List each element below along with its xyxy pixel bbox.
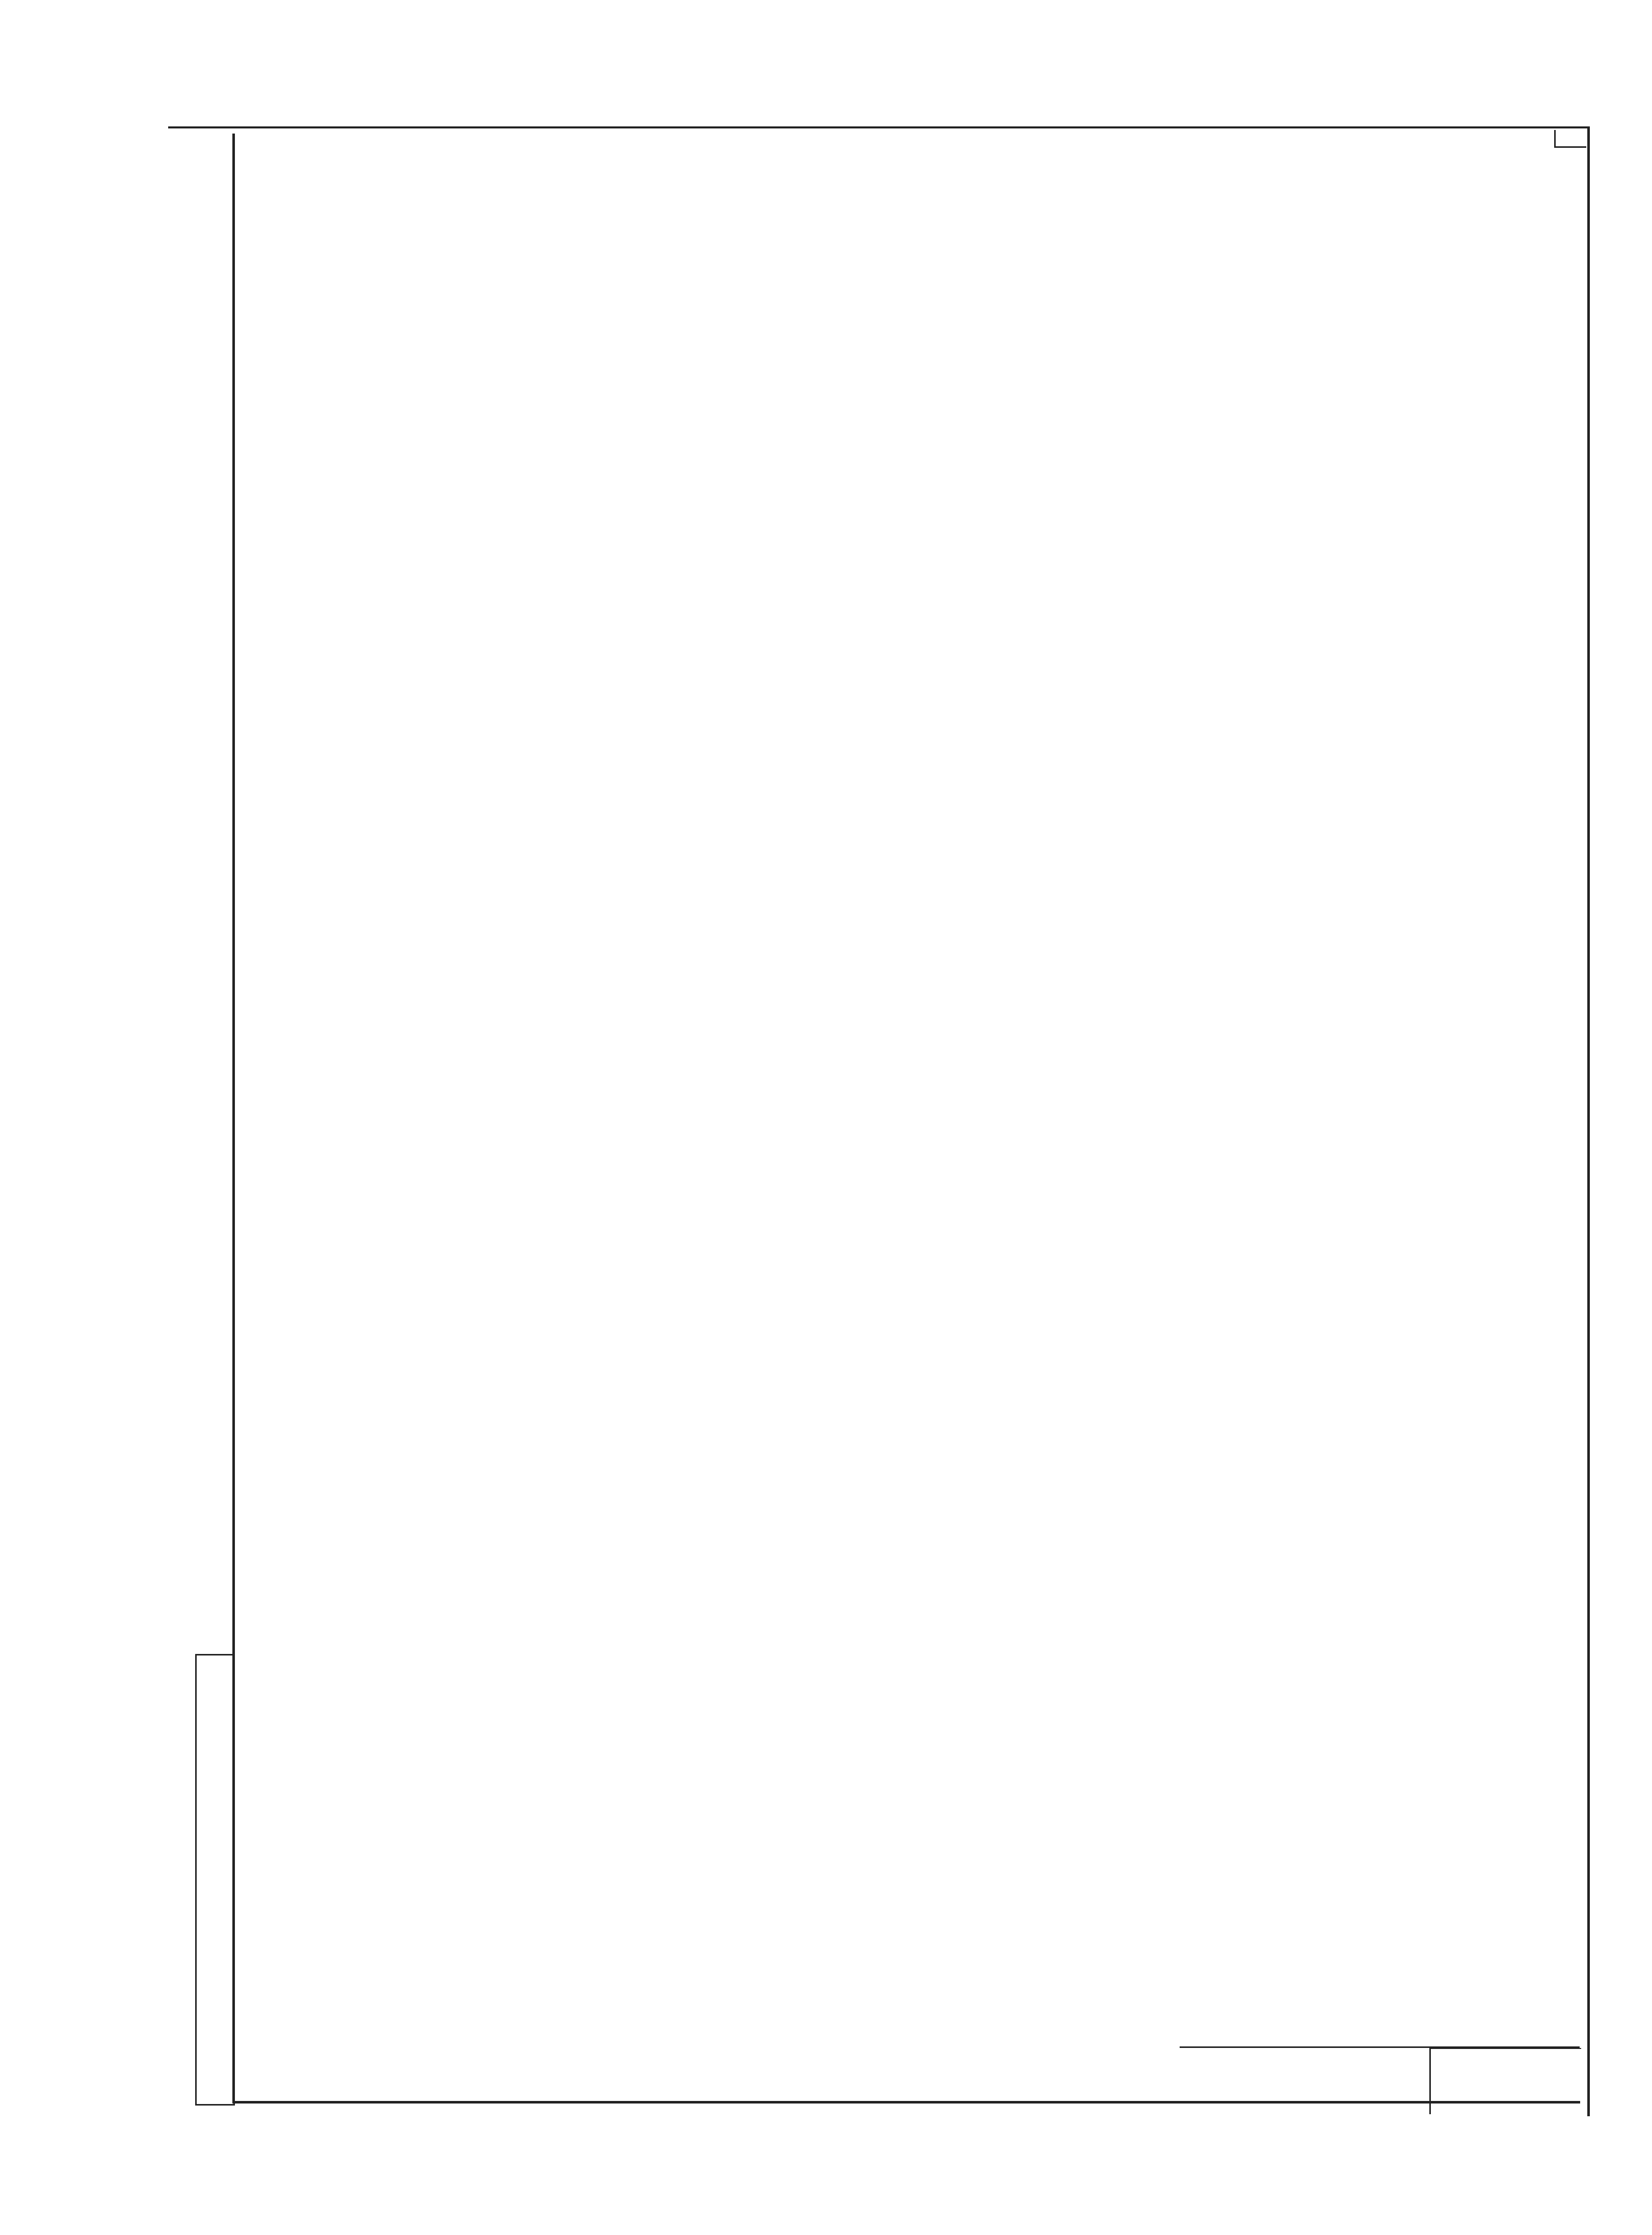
binding-strip bbox=[195, 1654, 235, 2106]
inner-frame bbox=[232, 134, 1580, 2103]
lit-area bbox=[1429, 2048, 1581, 2114]
revision-grid bbox=[953, 2016, 1180, 2113]
title-block bbox=[953, 2016, 1580, 2115]
title-block-name-area bbox=[1180, 2046, 1580, 2114]
sheet-number bbox=[1554, 130, 1586, 148]
